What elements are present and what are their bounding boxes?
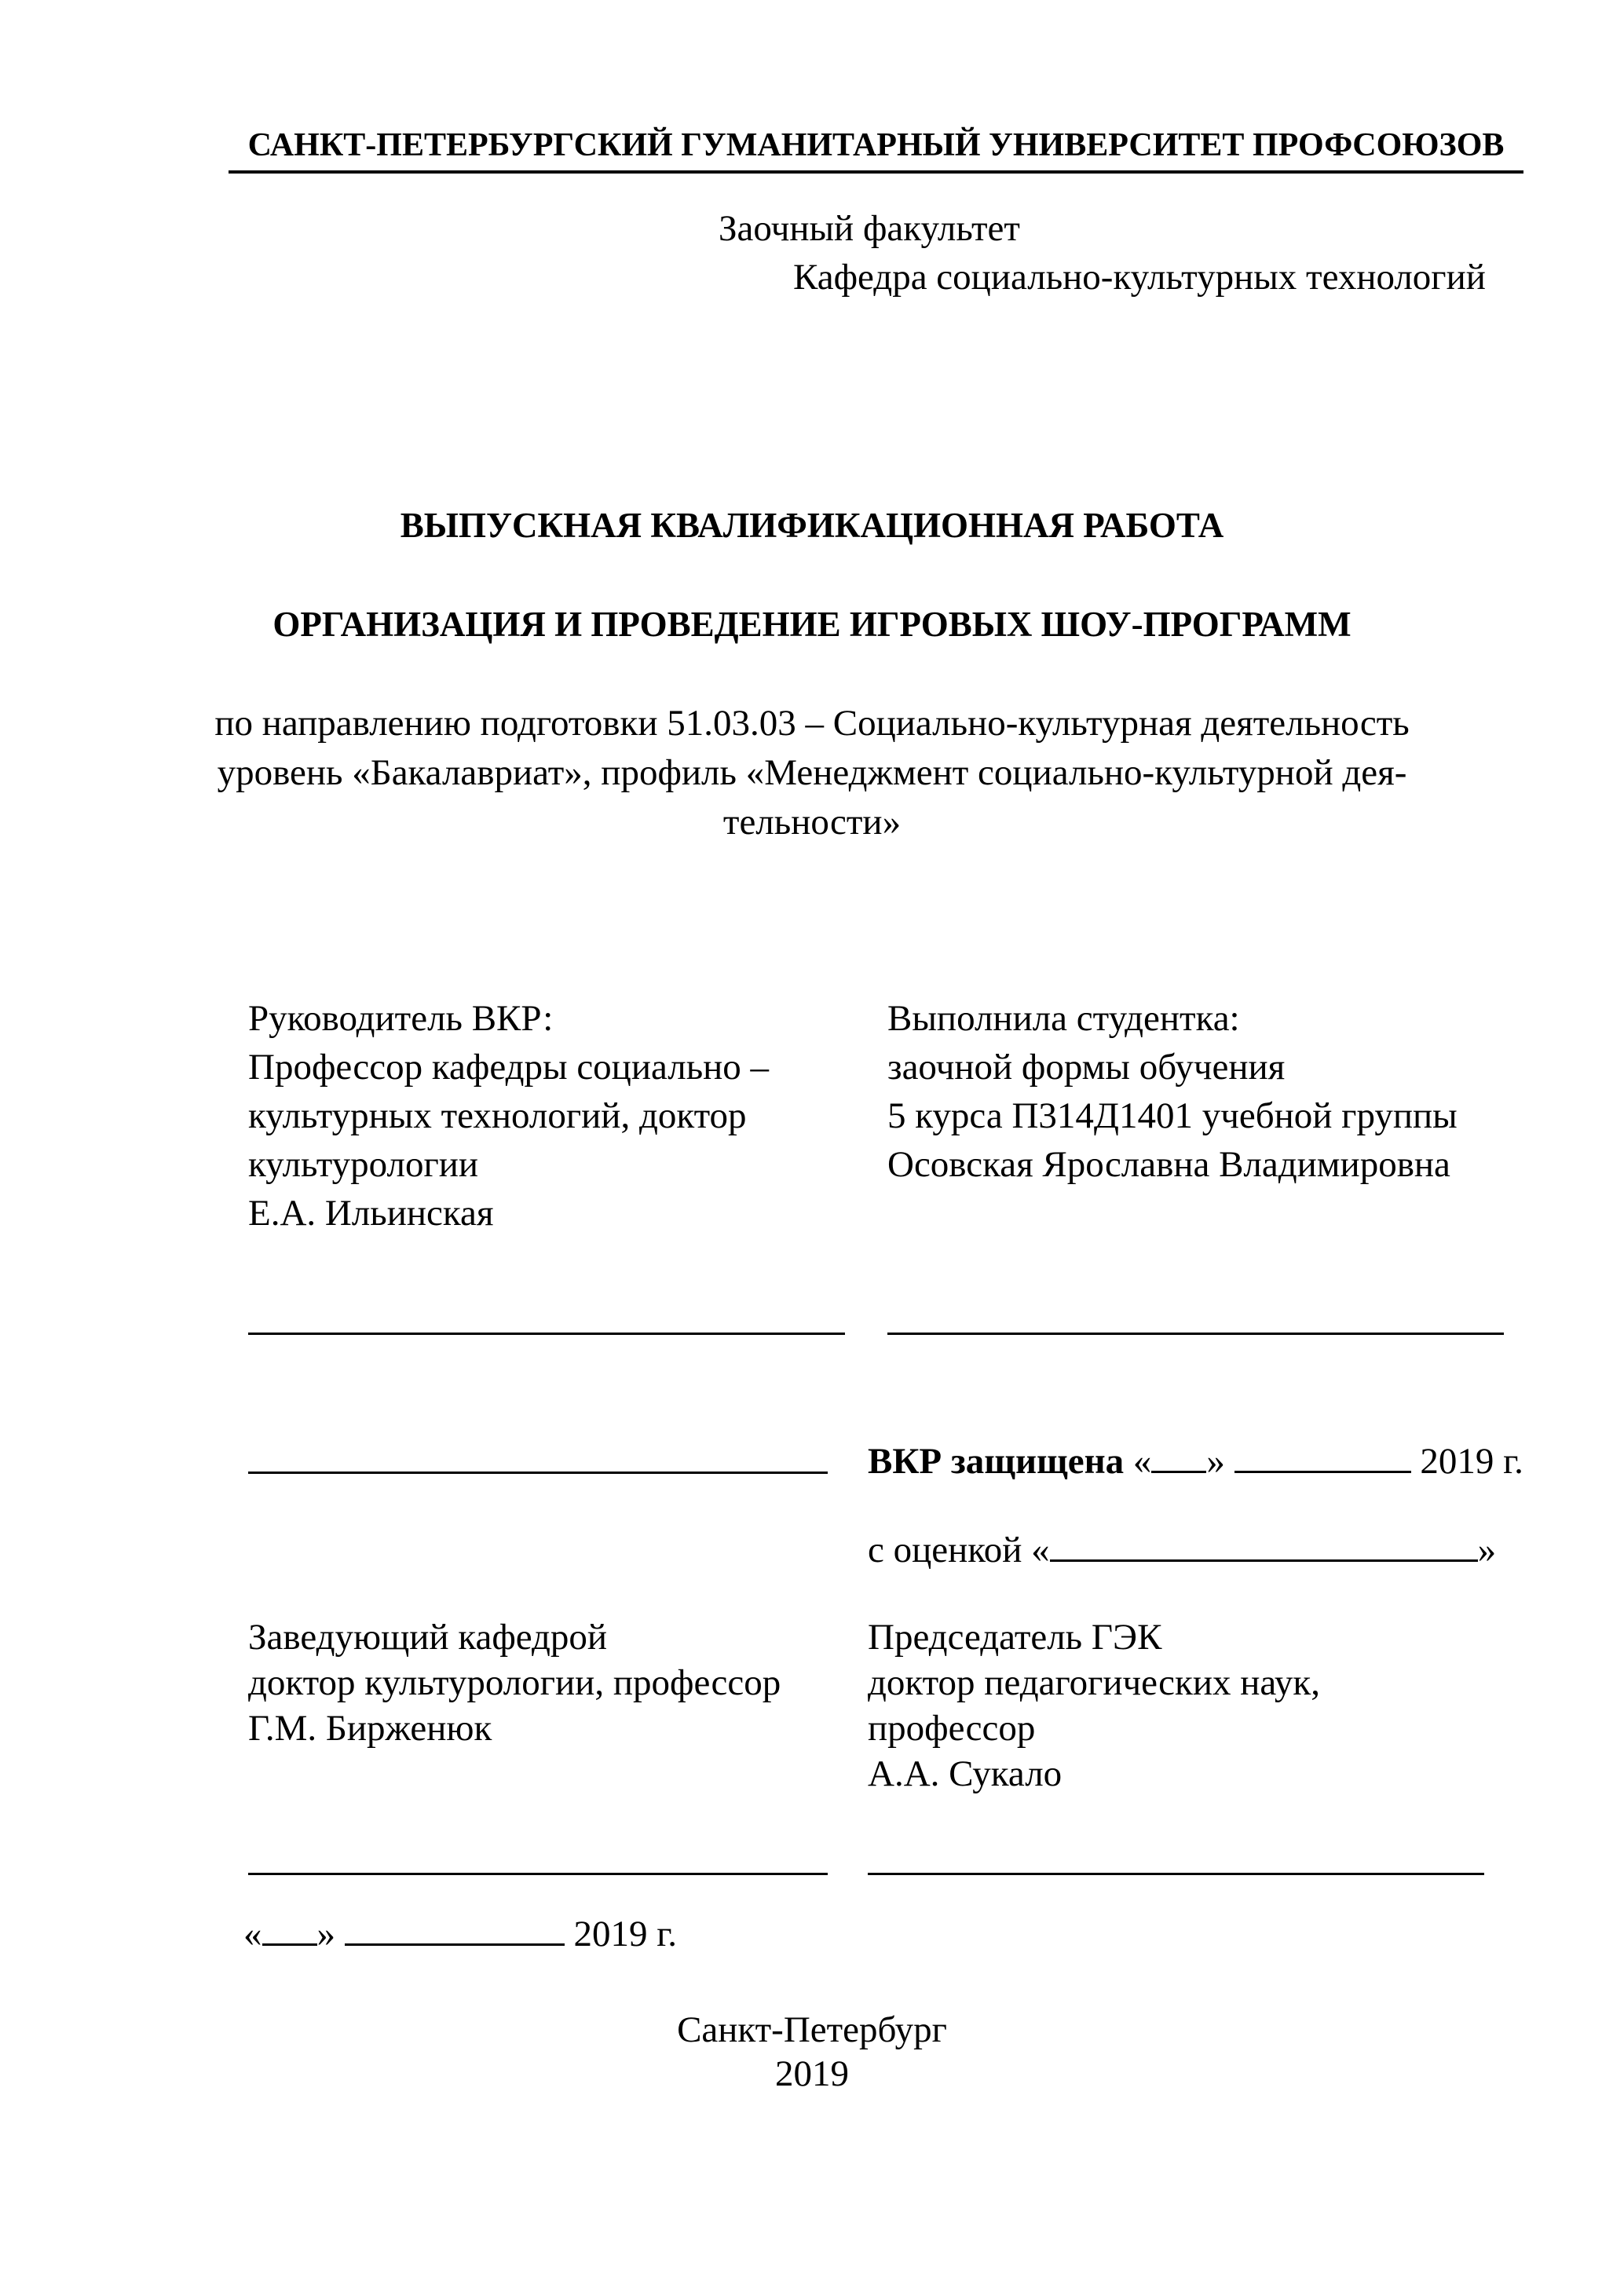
- date-day-blank: [262, 1912, 317, 1946]
- gek-line: профессор: [868, 1708, 1036, 1749]
- student-signature-line: [887, 1333, 1504, 1335]
- review-signature-line: [248, 1472, 828, 1474]
- supervisor-line: Профессор кафедры социально –: [248, 1047, 770, 1088]
- supervisor-signature-line: [248, 1333, 845, 1335]
- supervisor-block: [248, 994, 769, 1238]
- head-of-department-block: [248, 1613, 781, 1753]
- supervisor-line: Руководитель ВКР:: [248, 998, 554, 1039]
- student-line: Осовская Ярославна Владимировна: [887, 1144, 1450, 1185]
- date-year: 2019 г.: [573, 1914, 677, 1954]
- close-quote: »: [1206, 1441, 1225, 1482]
- student-line: Выполнила студентка:: [887, 998, 1240, 1039]
- grade-label: с оценкой «: [868, 1530, 1050, 1570]
- date-month-blank: [345, 1912, 565, 1946]
- close-quote: »: [316, 1914, 335, 1954]
- student-line: заочной формы обучения: [887, 1047, 1286, 1088]
- open-quote: «: [243, 1914, 262, 1954]
- gek-signature-line: [868, 1873, 1484, 1875]
- grade-blank: [1050, 1528, 1478, 1562]
- supervisor-line: культурных технологий, доктор: [248, 1095, 747, 1136]
- gek-chair-block: [868, 1613, 1320, 1798]
- header-rule: [229, 170, 1523, 174]
- gek-line: Председатель ГЭК: [868, 1617, 1162, 1658]
- department-name: Кафедра социально-культурных технологий: [793, 257, 1486, 298]
- defense-month-blank: [1234, 1439, 1411, 1473]
- head-signature-line: [248, 1873, 828, 1875]
- thesis-topic: ОРГАНИЗАЦИЯ И ПРОВЕДЕНИЕ ИГРОВЫХ ШОУ-ПРОГРАММ: [272, 605, 1352, 644]
- supervisor-line: Е.А. Ильинская: [248, 1193, 494, 1234]
- head-line: Заведующий кафедрой: [248, 1617, 608, 1658]
- defense-label: ВКР защищена: [868, 1441, 1125, 1482]
- grade-close-quote: »: [1477, 1530, 1497, 1570]
- supervisor-line: культурологии: [248, 1144, 479, 1185]
- year: 2019: [775, 2053, 849, 2094]
- direction-line-3: тельности»: [722, 802, 902, 843]
- date-line: [243, 1910, 677, 1958]
- university-name: САНКТ-ПЕТЕРБУРГСКИЙ ГУМАНИТАРНЫЙ УНИВЕРСИТЕТ ПРОФСОЮЗОВ: [247, 127, 1505, 163]
- defense-day-blank: [1151, 1439, 1206, 1473]
- head-line: доктор культурологии, профессор: [248, 1662, 781, 1703]
- gek-line: А.А. Сукало: [868, 1753, 1063, 1794]
- open-quote: «: [1132, 1441, 1152, 1482]
- student-block: [887, 994, 1458, 1189]
- gek-line: доктор педагогических наук,: [868, 1662, 1320, 1703]
- direction-line-1: по направлению подготовки 51.03.03 – Социально-культурная деятельность: [214, 703, 1410, 744]
- defense-year: 2019 г.: [1420, 1441, 1523, 1482]
- faculty-name: Заочный факультет: [719, 208, 1020, 249]
- work-type-title: ВЫПУСКНАЯ КВАЛИФИКАЦИОННАЯ РАБОТА: [400, 506, 1224, 545]
- student-line: 5 курса П314Д1401 учебной группы: [887, 1095, 1458, 1136]
- defense-line: [868, 1437, 1523, 1486]
- direction-line-2: уровень «Бакалавриат», профиль «Менеджмент социально-культурной дея-: [217, 752, 1407, 793]
- grade-line: [868, 1526, 1496, 1574]
- city: Санкт-Петербург: [677, 2009, 947, 2050]
- head-line: Г.М. Бирженюк: [248, 1708, 492, 1749]
